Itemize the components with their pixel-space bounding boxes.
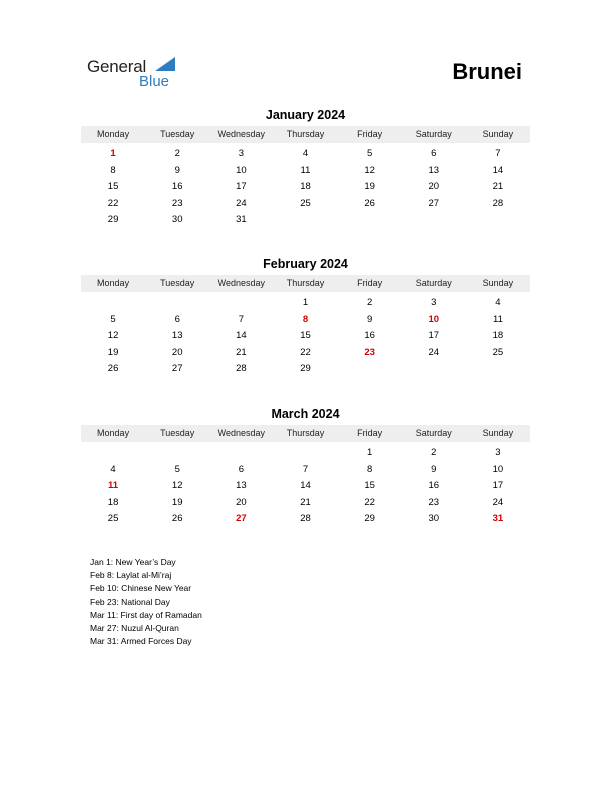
empty-day-cell xyxy=(338,361,402,378)
day-cell: 4 xyxy=(110,463,116,475)
day-cell: 12 xyxy=(364,164,375,176)
weekday-label: Thursday xyxy=(286,129,325,139)
weekday-label: Sunday xyxy=(482,428,514,438)
day-cell: 9 xyxy=(174,164,180,176)
day-cell: 22 xyxy=(364,496,375,508)
day-cell: 17 xyxy=(236,181,247,192)
day-cell: 7 xyxy=(495,148,501,159)
day-cell: 25 xyxy=(107,513,119,524)
day-cell: 23 xyxy=(171,197,183,209)
empty-day-cell xyxy=(209,445,273,462)
month-february xyxy=(81,256,530,378)
weekday-label: Wednesday xyxy=(217,278,266,288)
weekday-label: Tuesday xyxy=(160,278,195,288)
day-cell: 16 xyxy=(171,181,183,192)
weekday-label: Friday xyxy=(357,129,383,139)
weekday-header xyxy=(81,126,530,143)
holiday-item: Jan 1: New Year’s Day xyxy=(90,557,176,567)
day-cell: 8 xyxy=(110,164,116,176)
weekday-label: Saturday xyxy=(415,129,452,139)
day-cell: 15 xyxy=(107,181,119,192)
day-cell: 19 xyxy=(107,346,119,358)
day-cell: 29 xyxy=(107,214,119,225)
empty-day-cell xyxy=(273,445,337,462)
weekday-label: Saturday xyxy=(415,428,452,438)
day-cell: 29 xyxy=(364,513,375,524)
empty-day-cell xyxy=(402,361,466,378)
weekday-label: Tuesday xyxy=(160,129,195,139)
holiday-item: Mar 11: First day of Ramadan xyxy=(90,609,202,620)
day-cell: 8 xyxy=(366,463,373,475)
generalblue-logo xyxy=(87,56,187,92)
day-cell: 5 xyxy=(174,463,180,475)
day-cell: 13 xyxy=(236,480,247,491)
holiday-item: Mar 27: Nuzul Al-Quran xyxy=(90,623,179,634)
day-cell: 19 xyxy=(364,181,375,192)
weekday-label: Tuesday xyxy=(160,428,195,438)
weekday-label: Monday xyxy=(97,428,130,438)
day-cell: 11 xyxy=(492,313,503,325)
day-cell: 24 xyxy=(236,197,247,209)
weekday-label: Wednesday xyxy=(217,129,266,139)
day-cell: 16 xyxy=(364,330,375,341)
day-cell: 22 xyxy=(300,346,311,358)
weekday-header xyxy=(81,275,530,292)
weekday-label: Thursday xyxy=(286,428,325,438)
day-cell: 24 xyxy=(492,496,504,508)
day-cell: 3 xyxy=(238,148,244,159)
day-cell: 21 xyxy=(236,346,247,358)
day-cell: 23 xyxy=(428,496,440,508)
weekday-label: Sunday xyxy=(482,278,514,288)
day-cell: 9 xyxy=(366,313,373,325)
day-grid xyxy=(81,295,530,378)
day-cell: 13 xyxy=(428,164,440,176)
day-cell: 26 xyxy=(107,363,119,374)
holiday-item: Feb 23: National Day xyxy=(90,596,170,607)
day-cell: 18 xyxy=(300,181,311,192)
day-cell: 11 xyxy=(300,164,311,176)
day-cell: 19 xyxy=(171,496,183,508)
day-grid xyxy=(81,146,530,229)
weekday-label: Wednesday xyxy=(217,428,266,438)
day-cell: 10 xyxy=(236,164,247,176)
day-cell: 3 xyxy=(495,447,501,458)
day-cell: 16 xyxy=(428,480,440,491)
day-cell: 2 xyxy=(366,297,373,308)
day-cell: 21 xyxy=(300,496,311,508)
day-cell: 26 xyxy=(364,197,375,209)
day-cell: 31 xyxy=(236,214,247,225)
day-cell: 10 xyxy=(428,313,440,325)
day-cell: 12 xyxy=(171,480,183,491)
holiday-item: Feb 10: Chinese New Year xyxy=(90,583,192,594)
day-cell: 14 xyxy=(300,480,311,491)
day-cell: 13 xyxy=(171,330,183,341)
day-cell: 24 xyxy=(428,346,440,358)
empty-day-cell xyxy=(145,295,209,312)
day-cell: 28 xyxy=(236,363,247,374)
empty-day-cell xyxy=(209,295,273,312)
day-cell: 14 xyxy=(236,330,247,341)
day-cell: 27 xyxy=(428,197,440,209)
empty-day-cell xyxy=(273,212,337,229)
empty-day-cell xyxy=(466,361,530,378)
day-cell: 29 xyxy=(300,363,311,374)
day-grid xyxy=(81,445,530,528)
day-cell: 28 xyxy=(492,197,504,209)
day-cell: 18 xyxy=(492,330,504,341)
empty-day-cell xyxy=(402,212,466,229)
day-cell: 15 xyxy=(300,330,311,341)
weekday-label: Friday xyxy=(357,428,383,438)
day-cell: 4 xyxy=(302,148,309,159)
empty-day-cell xyxy=(81,445,145,462)
day-cell: 7 xyxy=(302,463,309,475)
day-cell: 12 xyxy=(107,330,119,341)
day-cell: 5 xyxy=(366,148,373,159)
day-cell: 27 xyxy=(171,363,183,374)
month-january xyxy=(81,107,530,229)
day-cell: 2 xyxy=(174,148,180,159)
day-cell: 18 xyxy=(107,496,119,508)
day-cell: 26 xyxy=(171,513,183,524)
day-cell: 1 xyxy=(110,148,116,159)
month-title: January 2024 xyxy=(265,108,346,122)
weekday-header xyxy=(81,425,530,442)
logo-general-text: General xyxy=(87,57,147,76)
empty-day-cell xyxy=(338,212,402,229)
day-cell: 27 xyxy=(236,513,247,524)
day-cell: 31 xyxy=(492,513,504,524)
day-cell: 11 xyxy=(108,480,119,491)
day-cell: 30 xyxy=(171,214,183,225)
day-cell: 20 xyxy=(171,346,183,358)
empty-day-cell xyxy=(466,212,530,229)
holiday-list xyxy=(90,556,202,648)
day-cell: 6 xyxy=(174,313,180,325)
day-cell: 20 xyxy=(428,181,440,192)
day-cell: 15 xyxy=(364,480,375,491)
day-cell: 21 xyxy=(492,181,504,192)
day-cell: 25 xyxy=(492,346,504,358)
day-cell: 30 xyxy=(428,513,440,524)
weekday-label: Monday xyxy=(97,129,130,139)
month-title: February 2024 xyxy=(263,257,348,271)
logo-triangle-icon xyxy=(155,57,175,71)
day-cell: 25 xyxy=(300,197,311,209)
day-cell: 9 xyxy=(431,463,437,475)
weekday-label: Thursday xyxy=(286,278,325,288)
holiday-item: Mar 31: Armed Forces Day xyxy=(90,636,192,647)
day-cell: 6 xyxy=(431,148,437,159)
weekday-label: Saturday xyxy=(415,278,452,288)
empty-day-cell xyxy=(145,445,209,462)
day-cell: 6 xyxy=(238,463,244,475)
empty-day-cell xyxy=(81,295,145,312)
day-cell: 1 xyxy=(302,297,309,308)
country-title: Brunei xyxy=(452,59,522,84)
day-cell: 2 xyxy=(431,447,437,458)
day-cell: 1 xyxy=(366,447,373,458)
day-cell: 20 xyxy=(236,496,247,508)
day-cell: 17 xyxy=(428,330,440,341)
day-cell: 28 xyxy=(300,513,311,524)
day-cell: 14 xyxy=(492,164,504,176)
weekday-label: Sunday xyxy=(482,129,514,139)
month-march xyxy=(81,406,530,528)
day-cell: 23 xyxy=(364,346,375,358)
day-cell: 10 xyxy=(492,463,504,475)
day-cell: 7 xyxy=(238,313,244,325)
day-cell: 3 xyxy=(431,297,437,308)
day-cell: 5 xyxy=(110,313,116,325)
day-cell: 4 xyxy=(495,297,501,308)
day-cell: 22 xyxy=(107,197,119,209)
holiday-item: Feb 8: Laylat al-Mi’raj xyxy=(90,570,172,581)
weekday-label: Monday xyxy=(97,278,130,288)
day-cell: 17 xyxy=(492,480,504,491)
day-cell: 8 xyxy=(302,313,309,325)
logo-blue-text: Blue xyxy=(139,73,170,90)
month-title: March 2024 xyxy=(271,407,340,421)
weekday-label: Friday xyxy=(357,278,383,288)
